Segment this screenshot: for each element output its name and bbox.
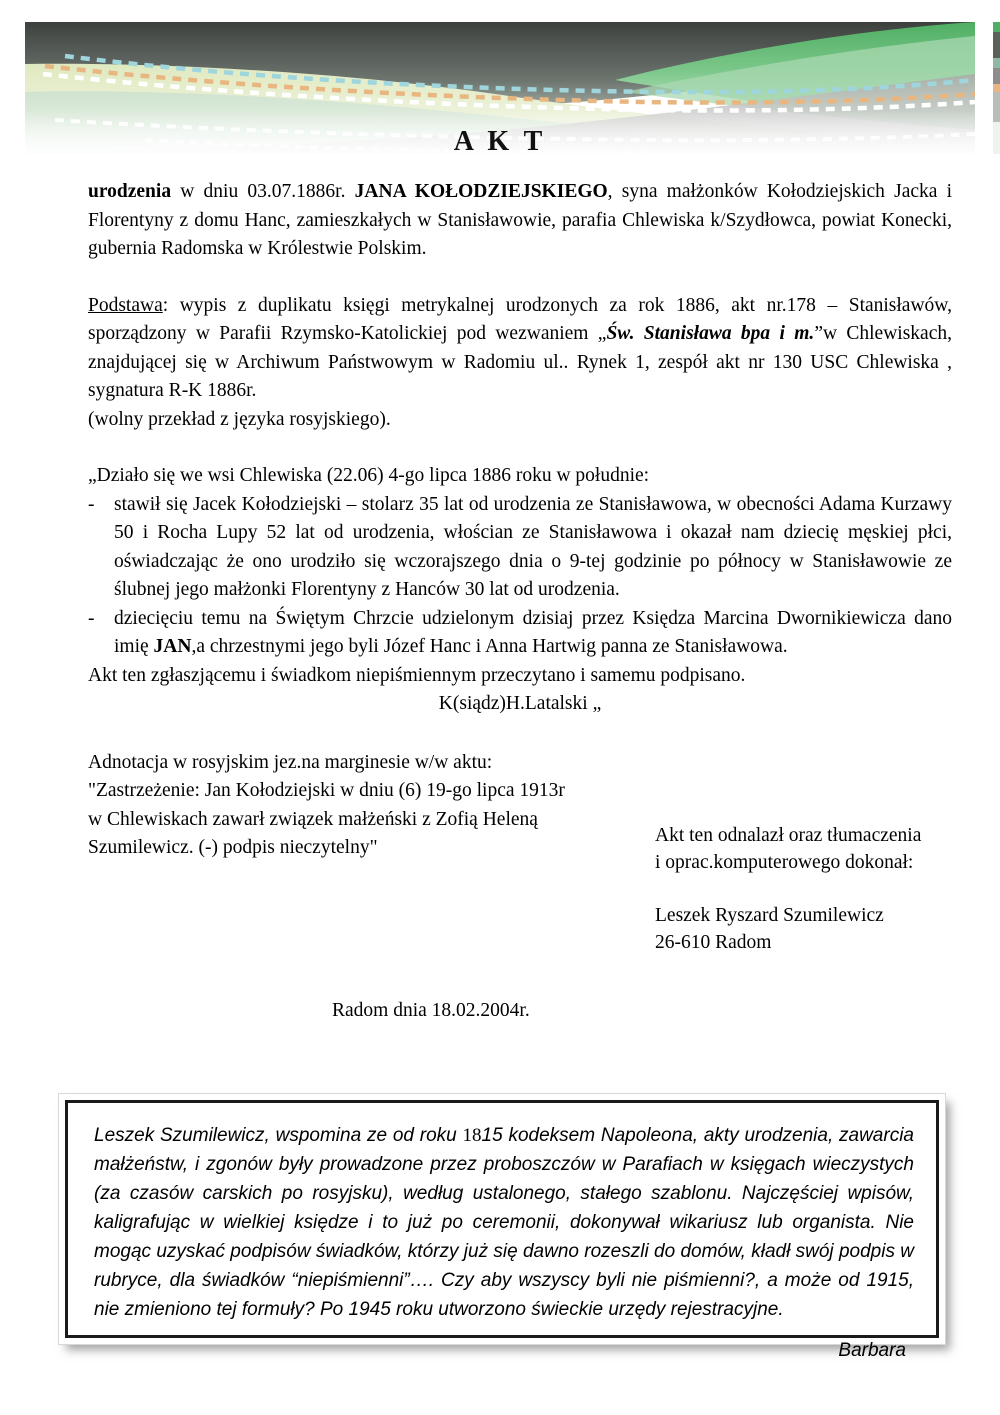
basis-label: Podstawa — [88, 294, 163, 316]
annotation-line-2: "Zastrzeżenie: Jan Kołodziejski w dniu (6) 19-go lipca 1913r — [88, 780, 565, 801]
spacer — [88, 434, 952, 462]
paragraph-basis — [88, 292, 952, 406]
signature-line-1: Akt ten odnalazł oraz tłumaczenia — [655, 825, 922, 846]
annotation-line-4: Szumilewicz. (-) podpis nieczytelny" — [88, 837, 378, 858]
commentary-text — [94, 1121, 914, 1324]
redacted-address-line: · · · · · · · · · · · · · · — [655, 968, 812, 976]
spacer — [88, 264, 952, 292]
record-item-2 — [88, 605, 952, 662]
signature-block — [655, 822, 985, 976]
record-item-2-text — [114, 605, 952, 662]
spacer — [655, 876, 985, 902]
commentary-part1: Leszek Szumilewicz, wspomina ze od roku — [94, 1125, 463, 1146]
record-item-1 — [88, 491, 952, 605]
signature-author-address: 26-610 Radom — [655, 932, 772, 953]
record-item-2-post: ,a chrzestnymi jego byli Józef Hanc i Anna Hartwig panna ze Stanisławowa. — [191, 636, 788, 657]
paragraph-birth-intro — [88, 178, 952, 264]
signature-line-2: i oprac.komputerowego dokonał: — [655, 852, 914, 873]
commentary-box-inner-frame — [65, 1100, 939, 1361]
spacer — [88, 719, 952, 749]
basis-text-part2: ”w Chlewiskach, znajdującej się w Archiwum Państwowym w Radomiu ul.. Rynek 1, zespół akt nr 130 USC Chlewiska , sygnatura R-K 1886r. — [88, 323, 952, 401]
child-name-bold: JAN — [153, 636, 192, 657]
commentary-signature: Barbara — [838, 1340, 906, 1361]
intro-date-text: w dniu 03.07.1886r. — [171, 181, 355, 202]
place-and-date: Radom dnia 18.02.2004r. — [332, 1000, 530, 1021]
translation-note: (wolny przekład z języka rosyjskiego). — [88, 408, 391, 430]
document-body — [88, 178, 952, 863]
dash-bullet-icon: - — [88, 607, 95, 629]
annotation-line-3: w Chlewiskach zawarł związek małżeński z Zofią Heleną — [88, 808, 538, 830]
record-item-2-pre: dziecięciu temu na Świętym Chrzcie udzielonym dzisiaj przez Księdza Marcina Dwornikiewicza dano imię — [114, 607, 952, 657]
priest-signature: K(siądz)H.Latalski „ — [438, 693, 602, 714]
page-title: A K T — [453, 126, 547, 157]
commentary-part2: 15 kodeksem Napoleona, akty urodzenia, zawarcia małżeństw, i zgonów były prowadzone przez proboszczów w Parafiach w księgach wieczystych (za czasów carskich po rosyjsku), według ustalonego, stałego szablonu. Najczęściej wpisów, kaligrafując w wielkiej księdze i to już po ceremonii, dokonywał wikariusz lub organista. Nie mogąc uzyskać podpisów świadków, którzy już się dawno rozeszli do domów, kładł swój podpis w rubryce, dla świadków “niepiśmienni”…. Czy aby wszyscy byli nie piśmienni?, a może od 1915, nie zmieniono tej formuły? Po 1945 roku utworzono świeckie urzędy rejestracyjne. — [94, 1125, 914, 1320]
record-opening-line: „Działo się we wsi Chlewiska (22.06) 4-go lipca 1886 roku w południe: — [88, 465, 650, 486]
parish-name: Św. Stanisława bpa i m. — [606, 323, 815, 344]
commentary-box — [58, 1093, 946, 1361]
annotation-line-1: Adnotacja w rosyjskim jez.na marginesie w/w aktu: — [88, 751, 493, 773]
record-closing-line: Akt ten zgłaszjącemu i świadkom niepiśmiennym przeczytano i samemu podpisano. — [88, 664, 746, 686]
signature-author-name: Leszek Ryszard Szumilewicz — [655, 905, 884, 926]
commentary-year-serif: 18 — [462, 1125, 482, 1146]
basis-text-part1: : wypis z duplikatu księgi metrykalnej urodzonych za rok 1886, akt nr.178 – Stanisławów, sporządzony w Parafii Rzymsko-Katolickiej pod wezwaniem „ — [88, 294, 952, 344]
intro-lead-bold: urodzenia — [88, 181, 172, 202]
record-item-1-text: stawił się Jacek Kołodziejski – stolarz 35 lat od urodzenia ze Stanisławowa, w obecności Adama Kurzawy 50 i Rocha Lupy 52 lat od urodzenia, włościan ze Stanisławowa i okazał nam dziecię męskiej płci, oświadczając że ono urodziło się wczorajszego dnia o 9-tej godzinie po północy w Stanisławowie ze ślubnej jego małżonki Florentyny z Hanców 30 lat od urodzenia. — [114, 493, 952, 600]
dash-bullet-icon: - — [88, 493, 95, 515]
intro-name-bold: JANA KOŁODZIEJSKIEGO — [354, 181, 608, 202]
intro-rest-text: , syna małżonków Kołodziejskich Jacka i Florentyny z domu Hanc, zamieszkałych w Stanisławowie, parafia Chlewiska k/Szydłowca, powiat Konecki, gubernia Radomska w Królestwie Polskim. — [88, 181, 953, 259]
